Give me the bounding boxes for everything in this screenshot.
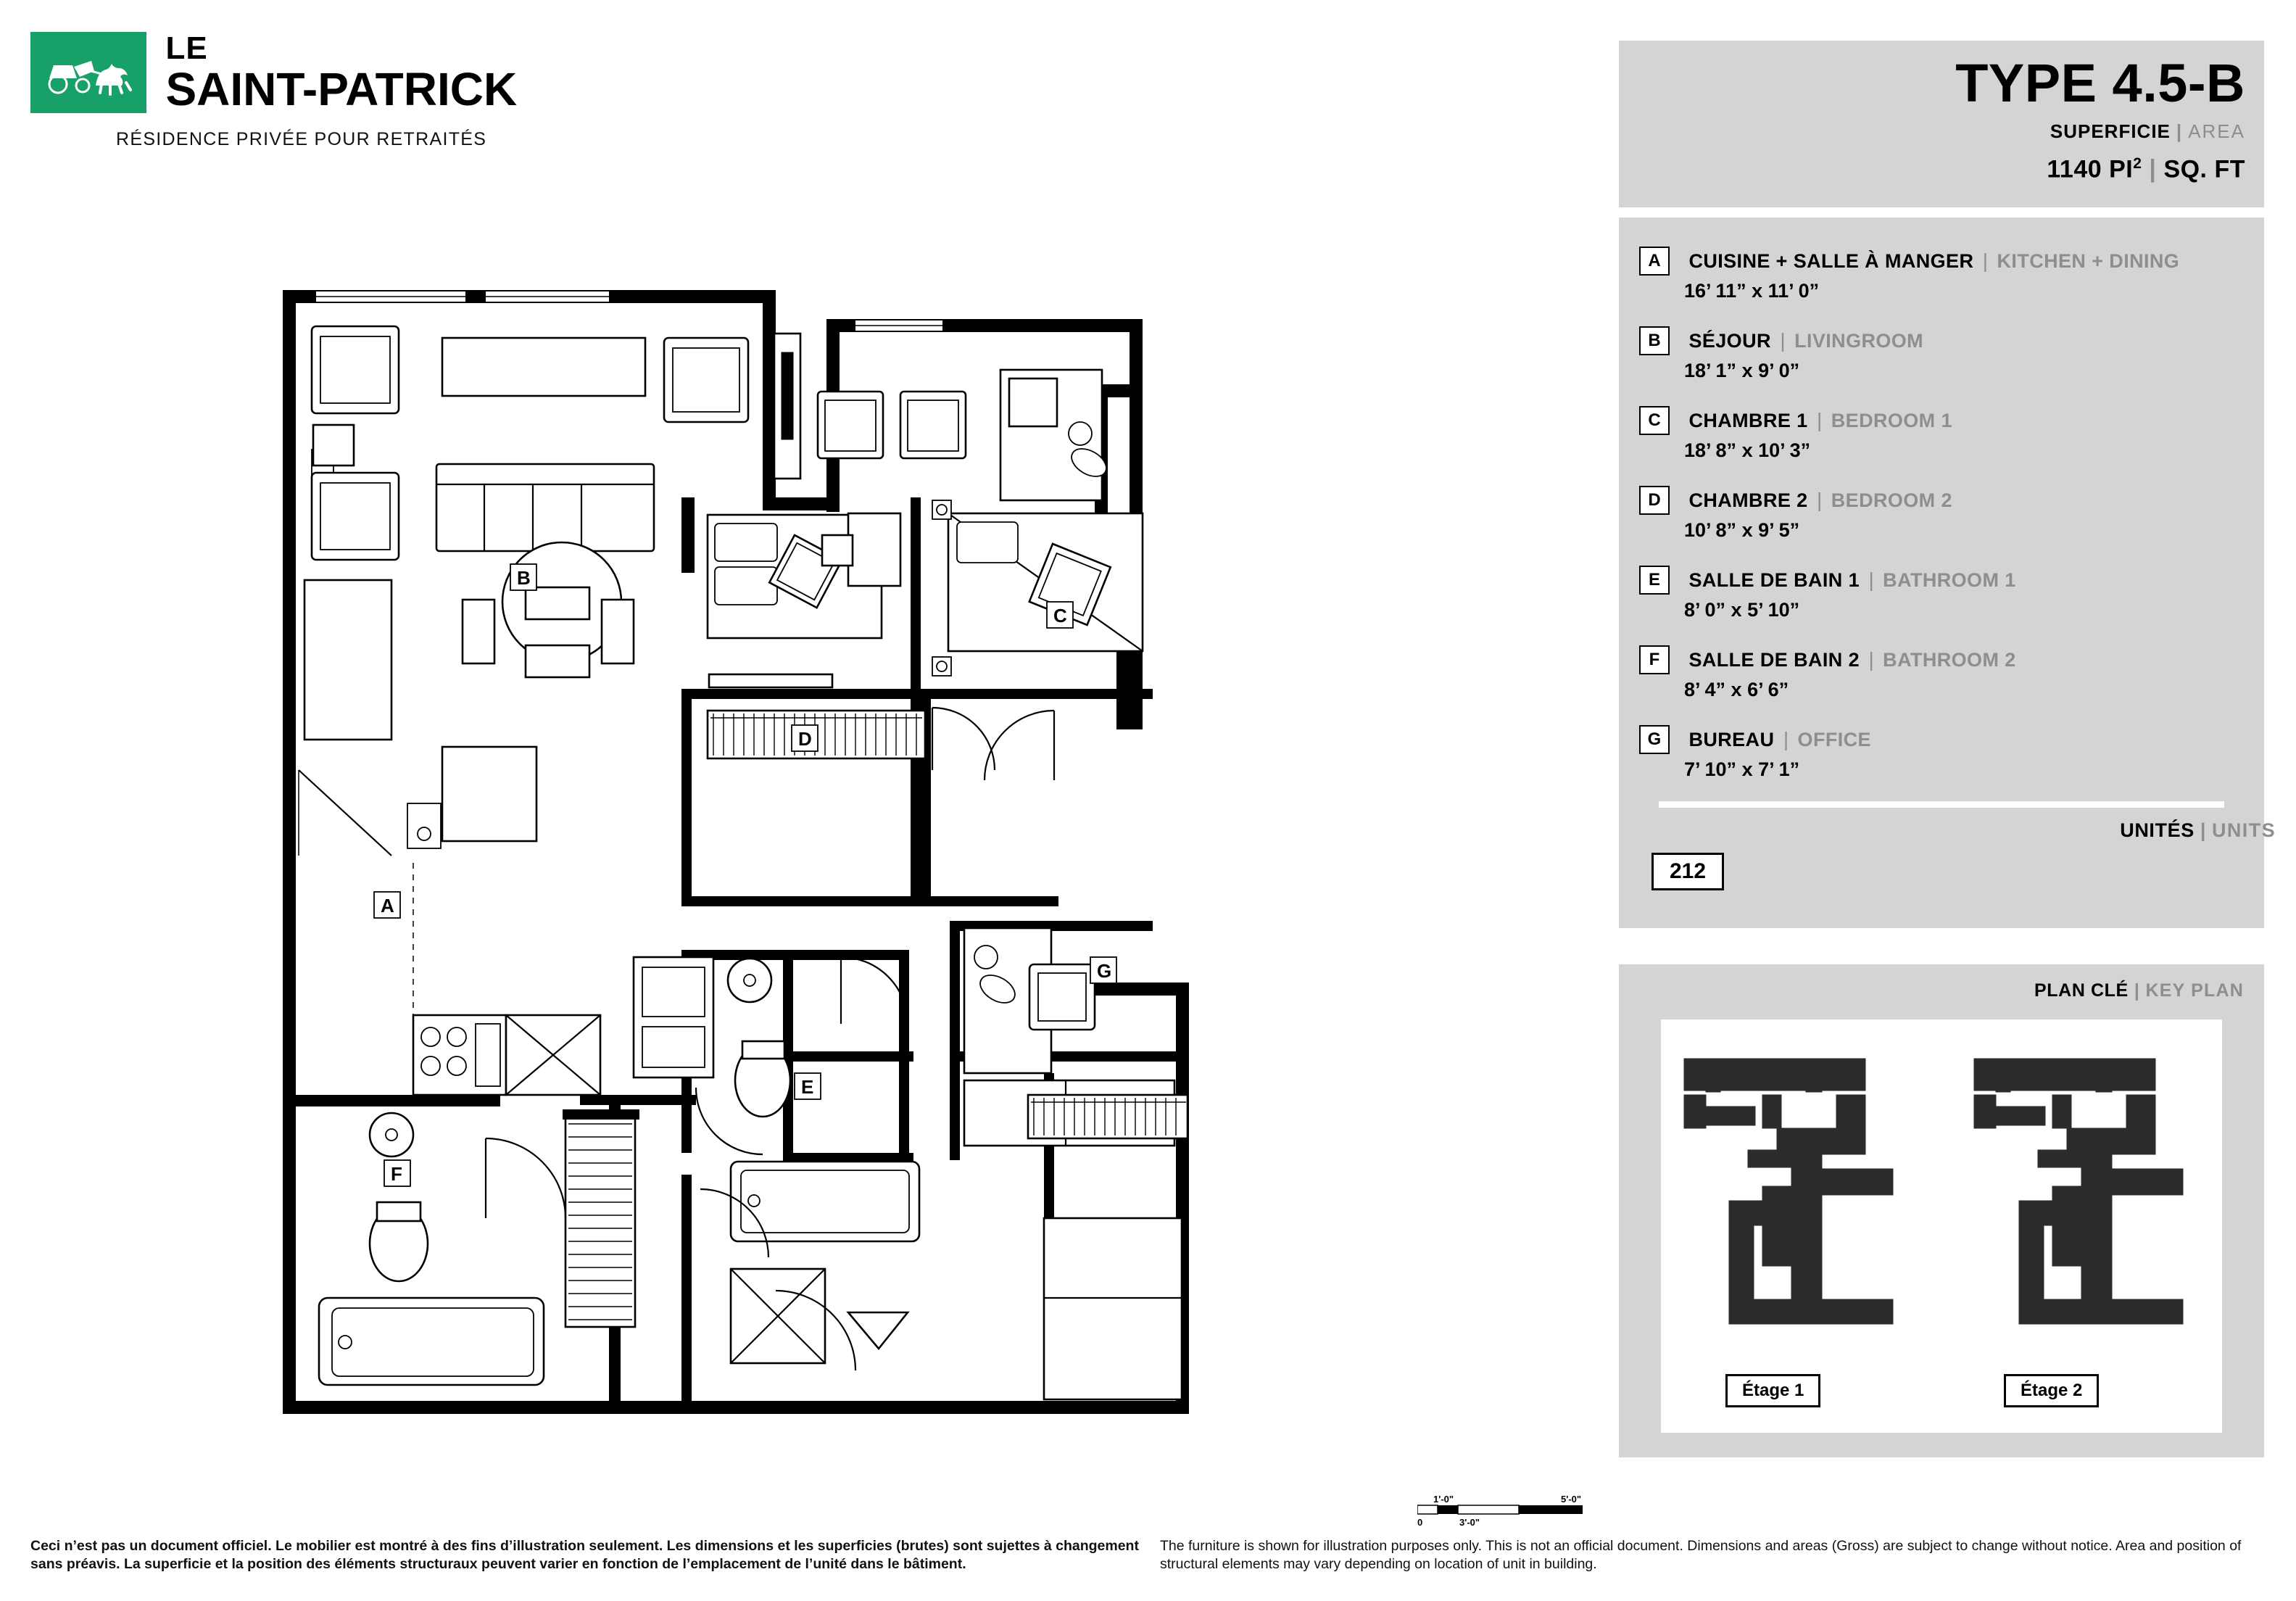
disclaimer-en: The furniture is shown for illustration purposes only. This is not an official document. Dimensions and areas (Gross) are subject to change without notice. Area and position of structural elements may vary depending on location of unit in building. <box>1160 1538 2242 1572</box>
legend-separator: | <box>1868 648 1874 671</box>
area-sup: 2 <box>2133 155 2142 172</box>
brand-line2: SAINT-PATRICK <box>165 63 518 115</box>
scale-tick-0: 0 <box>1417 1517 1423 1528</box>
key-plan-title-fr: PLAN CLÉ <box>2034 980 2129 1001</box>
key-plan-canvas <box>1661 1019 2222 1433</box>
unit-number-badge: 212 <box>1651 853 1724 890</box>
legend-dim-d: 10’ 8” x 9’ 5” <box>1684 519 1800 541</box>
area-label-fr: SUPERFICIE <box>2050 120 2171 142</box>
legend-name-a: CUISINE + SALLE À MANGER <box>1688 249 1974 272</box>
legend-letter-f: F <box>1639 645 1670 674</box>
legend-name-f: SALLE DE BAIN 2 <box>1688 648 1860 671</box>
key-plan-title-en: KEY PLAN <box>2145 980 2244 1001</box>
legend-item-g <box>1639 725 1871 781</box>
legend-name-en-c: BEDROOM 1 <box>1831 409 1952 431</box>
room-label-b: B <box>517 567 531 589</box>
unit-location-marker <box>2134 1069 2145 1080</box>
room-label-g: G <box>1097 960 1112 982</box>
etage-1-label: Étage 1 <box>1725 1374 1820 1407</box>
brand-tagline: RÉSIDENCE PRIVÉE POUR RETRAITÉS <box>116 129 487 149</box>
scale-tick-3: 3'-0" <box>1459 1517 1480 1528</box>
legend-dim-f: 8’ 4” x 6’ 6” <box>1684 679 1789 700</box>
legend-dim-b: 18’ 1” x 9’ 0” <box>1684 360 1800 381</box>
brand-line1: LE <box>165 30 208 66</box>
room-label-c: C <box>1053 605 1067 626</box>
legend-name-c: CHAMBRE 1 <box>1688 409 1808 431</box>
legend-dim-c: 18’ 8” x 10’ 3” <box>1684 439 1811 461</box>
legend-separator: | <box>1868 568 1874 591</box>
brand-logo <box>30 32 581 150</box>
units-label-fr: UNITÉS <box>2120 819 2195 841</box>
area-value: 1140 PI <box>2047 155 2134 183</box>
area-label-en: AREA <box>2188 120 2245 142</box>
key-plan-diagram <box>1661 1019 2222 1433</box>
scale-bar <box>1417 1494 1584 1528</box>
legend-item-e <box>1639 566 2016 621</box>
key-plan-separator: | <box>2134 980 2140 1001</box>
legend-letter-b: B <box>1639 326 1670 355</box>
legend-item-c <box>1639 406 1952 462</box>
title-panel <box>1619 41 2264 207</box>
units-separator: | <box>2200 819 2206 841</box>
legend-separator: | <box>1783 728 1789 750</box>
legend-name-en-e: BATHROOM 1 <box>1883 568 2016 591</box>
key-plan-title <box>2034 980 2244 1001</box>
area-separator: | <box>2149 155 2157 183</box>
legend-separator: | <box>1780 329 1786 352</box>
label-separator: | <box>2176 120 2183 142</box>
units-label-en: UNITS <box>2212 819 2276 841</box>
key-plan-panel <box>1619 964 2264 1457</box>
disclaimer-fr: Ceci n’est pas un document officiel. Le mobilier est montré à des fins d’illustration seulement. Les dimensions et les superficies (brutes) sont sujettes à changement sans préavis. La superficie et la position des éléments structuraux peuvent varier en fonction de l’emplacement de l’unité dans le bâtiment. <box>30 1538 1139 1572</box>
legend-item-f <box>1639 645 2016 701</box>
legend-letter-a: A <box>1639 247 1670 276</box>
unit-type-title: TYPE 4.5-B <box>1955 53 2245 113</box>
legend-name-d: CHAMBRE 2 <box>1688 489 1808 511</box>
legend-name-b: SÉJOUR <box>1688 329 1771 352</box>
legend-name-en-a: KITCHEN + DINING <box>1997 249 2180 272</box>
closet-hatching-1 <box>563 1109 639 1327</box>
legend-letter-e: E <box>1639 566 1670 595</box>
legend-name-en-b: LIVINGROOM <box>1794 329 1924 352</box>
legend-item-b <box>1639 326 1923 382</box>
room-label-d: D <box>798 728 812 750</box>
area-value-row <box>2047 155 2245 183</box>
legend-separator: | <box>1817 489 1823 511</box>
legend-dim-g: 7’ 10” x 7’ 1” <box>1684 758 1800 780</box>
legend-item-a <box>1639 247 2179 302</box>
legend-separator: | <box>1817 409 1823 431</box>
legend-name-en-g: OFFICE <box>1797 728 1871 750</box>
etage-2-label: Étage 2 <box>2004 1374 2099 1407</box>
legend-item-d <box>1639 486 1952 542</box>
legend-name-g: BUREAU <box>1688 728 1775 750</box>
scale-tick-5: 5'-0" <box>1561 1494 1582 1505</box>
horse-carriage-icon <box>30 32 146 113</box>
kitchen-dining-furniture <box>299 542 634 1015</box>
scale-tick-1: 1'-0" <box>1433 1494 1454 1505</box>
room-label-f: F <box>391 1163 402 1185</box>
legend-letter-d: D <box>1639 486 1670 515</box>
legend-name-en-f: BATHROOM 2 <box>1883 648 2016 671</box>
legend-letter-c: C <box>1639 406 1670 435</box>
legend-dim-e: 8’ 0” x 5’ 10” <box>1684 599 1800 621</box>
kitchen-appliances <box>413 1015 600 1095</box>
legend-divider <box>1659 801 2224 808</box>
legend-name-e: SALLE DE BAIN 1 <box>1688 568 1860 591</box>
room-label-a: A <box>381 895 394 917</box>
room-label-e: E <box>801 1076 814 1098</box>
area-unit-en: SQ. FT <box>2163 155 2245 183</box>
area-label <box>2050 120 2245 143</box>
legend-letter-g: G <box>1639 725 1670 754</box>
legend-name-en-d: BEDROOM 2 <box>1831 489 1952 511</box>
legend-dim-a: 16’ 11” x 11’ 0” <box>1684 280 1820 302</box>
brand-wordmark <box>165 30 518 115</box>
floor-plan <box>275 283 1595 1414</box>
units-label <box>2120 819 2276 842</box>
bathroom-2-fixtures <box>319 1113 544 1385</box>
legend-separator: | <box>1982 249 1989 272</box>
